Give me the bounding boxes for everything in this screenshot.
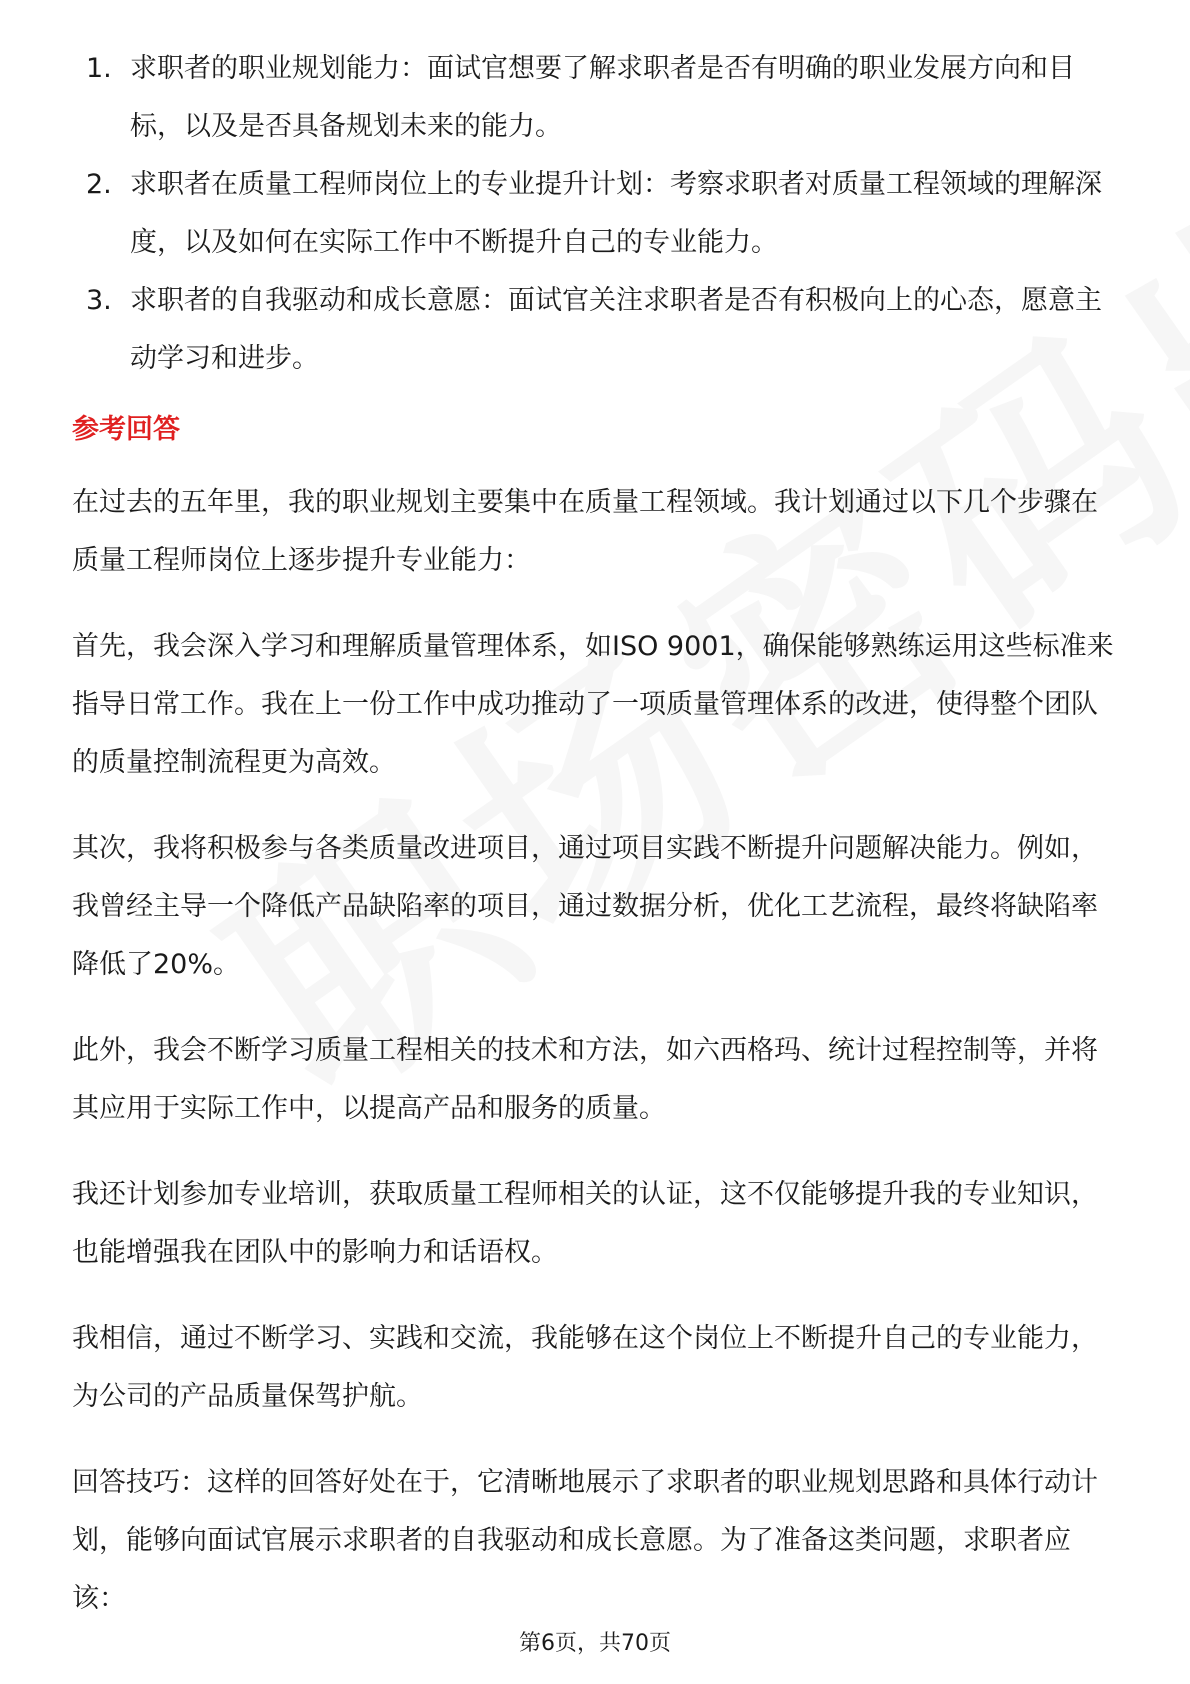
list-item-text: 求职者的职业规划能力：面试官想要了解求职者是否有明确的职业发展方向和目标，以及是否具备规划未来的能力。 <box>130 53 1075 142</box>
paragraph: 我相信，通过不断学习、实践和交流，我能够在这个岗位上不断提升自己的专业能力，为公司的产品质量保驾护航。 <box>72 1323 1098 1412</box>
paragraph: 首先，我会深入学习和理解质量管理体系，如ISO 9001，确保能够熟练运用这些标准来指导日常工作。我在上一份工作中成功推动了一项质量管理体系的改进，使得整个团队的质量控制流程更为高效。 <box>72 631 1114 778</box>
list-item <box>72 40 1122 156</box>
criteria-list <box>72 40 1122 388</box>
list-item-text: 求职者在质量工程师岗位上的专业提升计划：考察求职者对质量工程领域的理解深度，以及如何在实际工作中不断提升自己的专业能力。 <box>130 169 1102 258</box>
paragraph: 其次，我将积极参与各类质量改进项目，通过项目实践不断提升问题解决能力。例如，我曾经主导一个降低产品缺陷率的项目，通过数据分析，优化工艺流程，最终将缺陷率降低了20%。 <box>72 833 1098 980</box>
paragraph: 在过去的五年里，我的职业规划主要集中在质量工程领域。我计划通过以下几个步骤在质量工程师岗位上逐步提升专业能力： <box>72 487 1098 576</box>
list-item-number: 1. <box>86 53 112 84</box>
page-content <box>72 40 1122 1656</box>
paragraph: 此外，我会不断学习质量工程相关的技术和方法，如六西格玛、统计过程控制等，并将其应用于实际工作中，以提高产品和服务的质量。 <box>72 1035 1098 1124</box>
list-item-number: 2. <box>86 169 112 200</box>
page-number-footer: 第6页，共70页 <box>519 1631 671 1656</box>
list-item-number: 3. <box>86 285 112 316</box>
list-item <box>72 156 1122 272</box>
section-heading: 参考回答 <box>72 414 180 445</box>
list-item <box>72 272 1122 388</box>
list-item-text: 求职者的自我驱动和成长意愿：面试官关注求职者是否有积极向上的心态，愿意主动学习和进步。 <box>130 285 1102 374</box>
paragraph: 回答技巧：这样的回答好处在于，它清晰地展示了求职者的职业规划思路和具体行动计划，能够向面试官展示求职者的自我驱动和成长意愿。为了准备这类问题，求职者应该： <box>72 1467 1098 1614</box>
paragraph: 我还计划参加专业培训，获取质量工程师相关的认证，这不仅能够提升我的专业知识，也能增强我在团队中的影响力和话语权。 <box>72 1179 1098 1268</box>
